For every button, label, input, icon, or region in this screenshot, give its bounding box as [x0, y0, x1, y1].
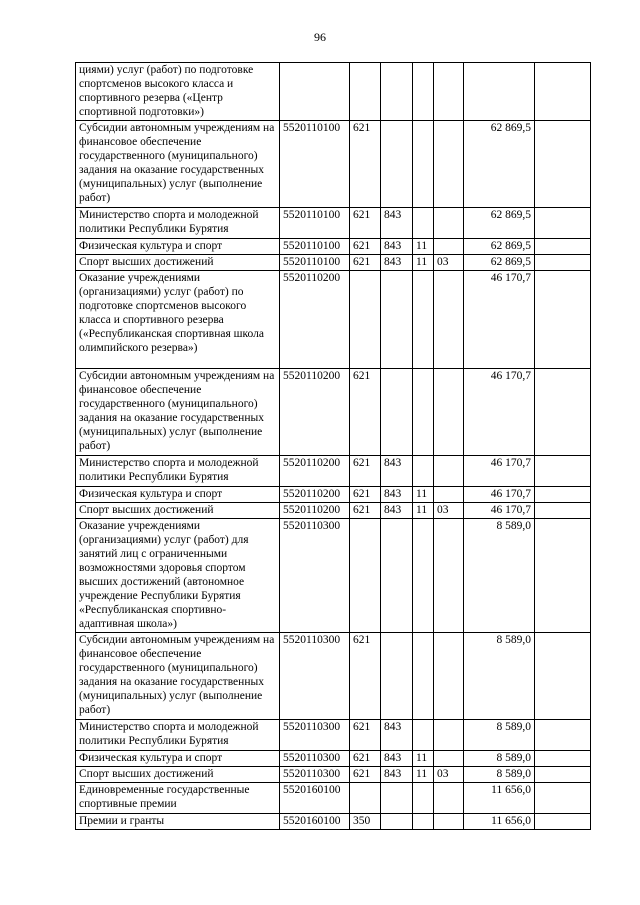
pr-cell [434, 271, 464, 369]
amount-cell: 8 589,0 [464, 633, 535, 720]
table-row [76, 783, 591, 814]
grbs-cell: 843 [381, 503, 413, 519]
grbs-cell [381, 271, 413, 369]
name-cell: Оказание учреждениями (организациями) услуг (работ) по подготовке спортсменов высокого класса и спортивного резерва («Республиканская спортивная школа олимпийского резерва») [76, 271, 280, 369]
name-cell: циями) услуг (работ) по подготовке спортсменов высокого класса и спортивного резерва («Центр спортивной подготовки») [76, 63, 280, 121]
rz-cell [413, 720, 434, 751]
empty-cell [535, 208, 591, 239]
name-cell: Единовременные государственные спортивные премии [76, 783, 280, 814]
csr-cell: 5520110100 [280, 255, 350, 271]
rz-cell [413, 519, 434, 633]
name-cell: Спорт высших достижений [76, 503, 280, 519]
pr-cell [434, 519, 464, 633]
name-cell: Субсидии автономным учреждениям на финансовое обеспечение государственного (муниципального) задания на оказание государственных (муниципальных) услуг (выполнение работ) [76, 369, 280, 456]
name-cell: Спорт высших достижений [76, 255, 280, 271]
csr-cell: 5520110300 [280, 519, 350, 633]
pr-cell [434, 456, 464, 487]
vr-cell: 350 [350, 814, 381, 830]
name-cell: Физическая культура и спорт [76, 239, 280, 255]
csr-cell: 5520110100 [280, 121, 350, 208]
budget-table [75, 62, 591, 830]
table-row [76, 633, 591, 720]
vr-cell: 621 [350, 121, 381, 208]
vr-cell: 621 [350, 255, 381, 271]
pr-cell [434, 63, 464, 121]
empty-cell [535, 239, 591, 255]
csr-cell: 5520110100 [280, 208, 350, 239]
csr-cell: 5520110300 [280, 633, 350, 720]
table-row [76, 369, 591, 456]
vr-cell: 621 [350, 751, 381, 767]
vr-cell: 621 [350, 369, 381, 456]
rz-cell: 11 [413, 255, 434, 271]
pr-cell [434, 208, 464, 239]
grbs-cell [381, 519, 413, 633]
vr-cell: 621 [350, 487, 381, 503]
grbs-cell [381, 814, 413, 830]
table-row [76, 487, 591, 503]
amount-cell: 46 170,7 [464, 271, 535, 369]
rz-cell [413, 456, 434, 487]
amount-cell: 62 869,5 [464, 255, 535, 271]
table-row [76, 519, 591, 633]
table-row [76, 503, 591, 519]
vr-cell: 621 [350, 239, 381, 255]
name-cell: Физическая культура и спорт [76, 751, 280, 767]
vr-cell: 621 [350, 633, 381, 720]
table-row [76, 63, 591, 121]
amount-cell [464, 63, 535, 121]
name-cell: Министерство спорта и молодежной политики Республики Бурятия [76, 720, 280, 751]
csr-cell [280, 63, 350, 121]
amount-cell: 8 589,0 [464, 767, 535, 783]
amount-cell: 46 170,7 [464, 487, 535, 503]
name-cell: Премии и гранты [76, 814, 280, 830]
budget-table-body [76, 63, 591, 830]
grbs-cell [381, 121, 413, 208]
rz-cell [413, 121, 434, 208]
rz-cell: 11 [413, 767, 434, 783]
rz-cell [413, 63, 434, 121]
amount-cell: 46 170,7 [464, 456, 535, 487]
table-row [76, 271, 591, 369]
csr-cell: 5520110200 [280, 271, 350, 369]
pr-cell [434, 487, 464, 503]
rz-cell [413, 814, 434, 830]
pr-cell [434, 633, 464, 720]
grbs-cell: 843 [381, 208, 413, 239]
name-cell: Министерство спорта и молодежной политики Республики Бурятия [76, 456, 280, 487]
csr-cell: 5520110300 [280, 767, 350, 783]
rz-cell [413, 369, 434, 456]
csr-cell: 5520110200 [280, 456, 350, 487]
grbs-cell: 843 [381, 720, 413, 751]
vr-cell: 621 [350, 767, 381, 783]
csr-cell: 5520110200 [280, 503, 350, 519]
table-row [76, 456, 591, 487]
vr-cell: 621 [350, 208, 381, 239]
pr-cell [434, 751, 464, 767]
amount-cell: 11 656,0 [464, 783, 535, 814]
name-cell: Спорт высших достижений [76, 767, 280, 783]
csr-cell: 5520110100 [280, 239, 350, 255]
csr-cell: 5520160100 [280, 783, 350, 814]
name-cell: Оказание учреждениями (организациями) услуг (работ) для занятий лиц с ограниченными возможностями здоровья спортом высших достижений (автономное учреждение Республики Бурятия «Республиканская спортивно-адаптивная школа») [76, 519, 280, 633]
rz-cell [413, 783, 434, 814]
empty-cell [535, 63, 591, 121]
pr-cell: 03 [434, 767, 464, 783]
amount-cell: 62 869,5 [464, 239, 535, 255]
vr-cell: 621 [350, 720, 381, 751]
pr-cell [434, 369, 464, 456]
pr-cell: 03 [434, 503, 464, 519]
table-row [76, 121, 591, 208]
grbs-cell [381, 783, 413, 814]
pr-cell [434, 239, 464, 255]
vr-cell: 621 [350, 503, 381, 519]
name-cell: Субсидии автономным учреждениям на финансовое обеспечение государственного (муниципального) задания на оказание государственных (муниципальных) услуг (выполнение работ) [76, 633, 280, 720]
amount-cell: 46 170,7 [464, 503, 535, 519]
rz-cell: 11 [413, 239, 434, 255]
vr-cell [350, 519, 381, 633]
vr-cell [350, 63, 381, 121]
empty-cell [535, 519, 591, 633]
table-row [76, 751, 591, 767]
pr-cell [434, 783, 464, 814]
pr-cell [434, 121, 464, 208]
grbs-cell: 843 [381, 767, 413, 783]
amount-cell: 62 869,5 [464, 208, 535, 239]
grbs-cell: 843 [381, 487, 413, 503]
vr-cell [350, 783, 381, 814]
rz-cell: 11 [413, 751, 434, 767]
table-row [76, 767, 591, 783]
vr-cell [350, 271, 381, 369]
empty-cell [535, 751, 591, 767]
grbs-cell: 843 [381, 255, 413, 271]
pr-cell [434, 720, 464, 751]
empty-cell [535, 503, 591, 519]
grbs-cell [381, 63, 413, 121]
page-number: 96 [314, 30, 326, 44]
grbs-cell [381, 369, 413, 456]
table-row [76, 239, 591, 255]
table-row [76, 255, 591, 271]
grbs-cell: 843 [381, 456, 413, 487]
empty-cell [535, 720, 591, 751]
empty-cell [535, 271, 591, 369]
name-cell: Физическая культура и спорт [76, 487, 280, 503]
rz-cell: 11 [413, 487, 434, 503]
csr-cell: 5520110200 [280, 487, 350, 503]
amount-cell: 8 589,0 [464, 720, 535, 751]
empty-cell [535, 633, 591, 720]
csr-cell: 5520110300 [280, 720, 350, 751]
csr-cell: 5520110200 [280, 369, 350, 456]
name-cell: Субсидии автономным учреждениям на финансовое обеспечение государственного (муниципального) задания на оказание государственных (муниципальных) услуг (выполнение работ) [76, 121, 280, 208]
empty-cell [535, 767, 591, 783]
rz-cell [413, 633, 434, 720]
amount-cell: 46 170,7 [464, 369, 535, 456]
vr-cell: 621 [350, 456, 381, 487]
empty-cell [535, 783, 591, 814]
grbs-cell: 843 [381, 239, 413, 255]
empty-cell [535, 487, 591, 503]
name-cell: Министерство спорта и молодежной политики Республики Бурятия [76, 208, 280, 239]
empty-cell [535, 255, 591, 271]
rz-cell [413, 271, 434, 369]
table-row [76, 814, 591, 830]
amount-cell: 11 656,0 [464, 814, 535, 830]
rz-cell: 11 [413, 503, 434, 519]
empty-cell [535, 369, 591, 456]
rz-cell [413, 208, 434, 239]
amount-cell: 8 589,0 [464, 751, 535, 767]
pr-cell [434, 814, 464, 830]
empty-cell [535, 456, 591, 487]
empty-cell [535, 121, 591, 208]
csr-cell: 5520110300 [280, 751, 350, 767]
table-row [76, 208, 591, 239]
amount-cell: 8 589,0 [464, 519, 535, 633]
amount-cell: 62 869,5 [464, 121, 535, 208]
grbs-cell [381, 633, 413, 720]
grbs-cell: 843 [381, 751, 413, 767]
pr-cell: 03 [434, 255, 464, 271]
empty-cell [535, 814, 591, 830]
csr-cell: 5520160100 [280, 814, 350, 830]
table-row [76, 720, 591, 751]
